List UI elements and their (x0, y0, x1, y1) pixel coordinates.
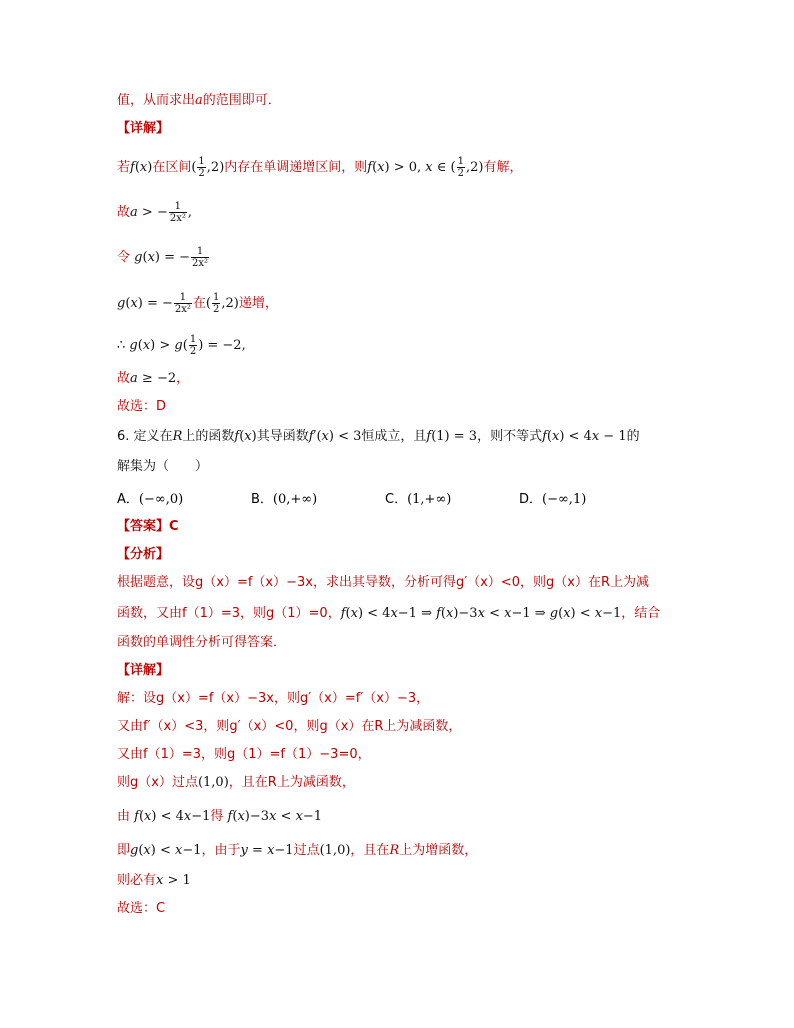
option-b: B．(0,+∞) (251, 492, 318, 507)
text-line: 函数，又由f（1）=3，则g（1）=0，f(x) < 4x−1 ⇒ f(x)−3x < x−1 ⇒ g(x) < x−1，结合 (117, 606, 661, 621)
text-line: 值，从而求出a的范围即可． (117, 93, 281, 108)
text-line: 故a > − $\frac{1}{\text{2x²}}$ , (117, 201, 192, 224)
option-d: D．(−∞,1) (519, 492, 587, 507)
text-line: ∴ g(x) > g( $\frac{1}{2}$ ) = −2, (117, 334, 246, 357)
text-line: 令 g(x) = − $\frac{1}{\text{2x²}}$ (117, 246, 209, 269)
text-line: 根据题意，设g（x）=f（x）−3x，求出其导数，分析可得g′（x）<0，则g（x）在R上为减 (117, 575, 650, 590)
option-c: C．(1,+∞) (385, 492, 452, 507)
text-line: 即g(x) < x−1，由于y = x−1过点(1,0)，且在R上为增函数， (117, 843, 478, 858)
text-line: 又由f′（x）<3，则g′（x）<0，则g（x）在R上为减函数， (117, 719, 462, 734)
answer-line: 故选：D (117, 399, 167, 414)
question-6-line2: 解集为（ ） (117, 459, 209, 474)
section-heading: 【详解】 (117, 121, 170, 136)
question-6: 6. 定义在R上的函数f(x)其导函数f′(x) < 3恒成立，且f(1) = 3，则不等式f(x) < 4x − 1的 (117, 429, 640, 444)
answer-line: 故选：C (117, 901, 166, 916)
text-line: 则g（x）过点(1,0)，且在R上为减函数， (117, 775, 355, 790)
section-heading: 【详解】 (117, 663, 170, 678)
text-line: 函数的单调性分析可得答案． (117, 635, 287, 650)
text-line: 若f(x)在区间( $\frac{1}{2}$ ,2)内存在单调递增区间，则f(x) > 0, x ∈ ( $\frac{1}{2}$ ,2)有解， (117, 156, 523, 179)
text-line: 又由f（1）=3，则g（1）=f（1）−3=0， (117, 747, 371, 762)
text-line: 则必有x > 1 (117, 873, 191, 888)
option-a: A．(−∞,0) (117, 492, 184, 507)
text-line: g(x) = − $\frac{1}{\text{2x²}}$ 在( $\frac{1}{2}$ ,2)递增， (117, 292, 278, 315)
answer-heading: 【答案】C (117, 519, 179, 534)
text-line: 由 f(x) < 4x−1得 f(x)−3x < x−1 (117, 809, 323, 824)
section-heading: 【分析】 (117, 547, 170, 562)
text-line: 解：设g（x）=f（x）−3x，则g′（x）=f′（x）−3， (117, 691, 430, 706)
text-line: 故a ≥ −2， (117, 371, 190, 386)
